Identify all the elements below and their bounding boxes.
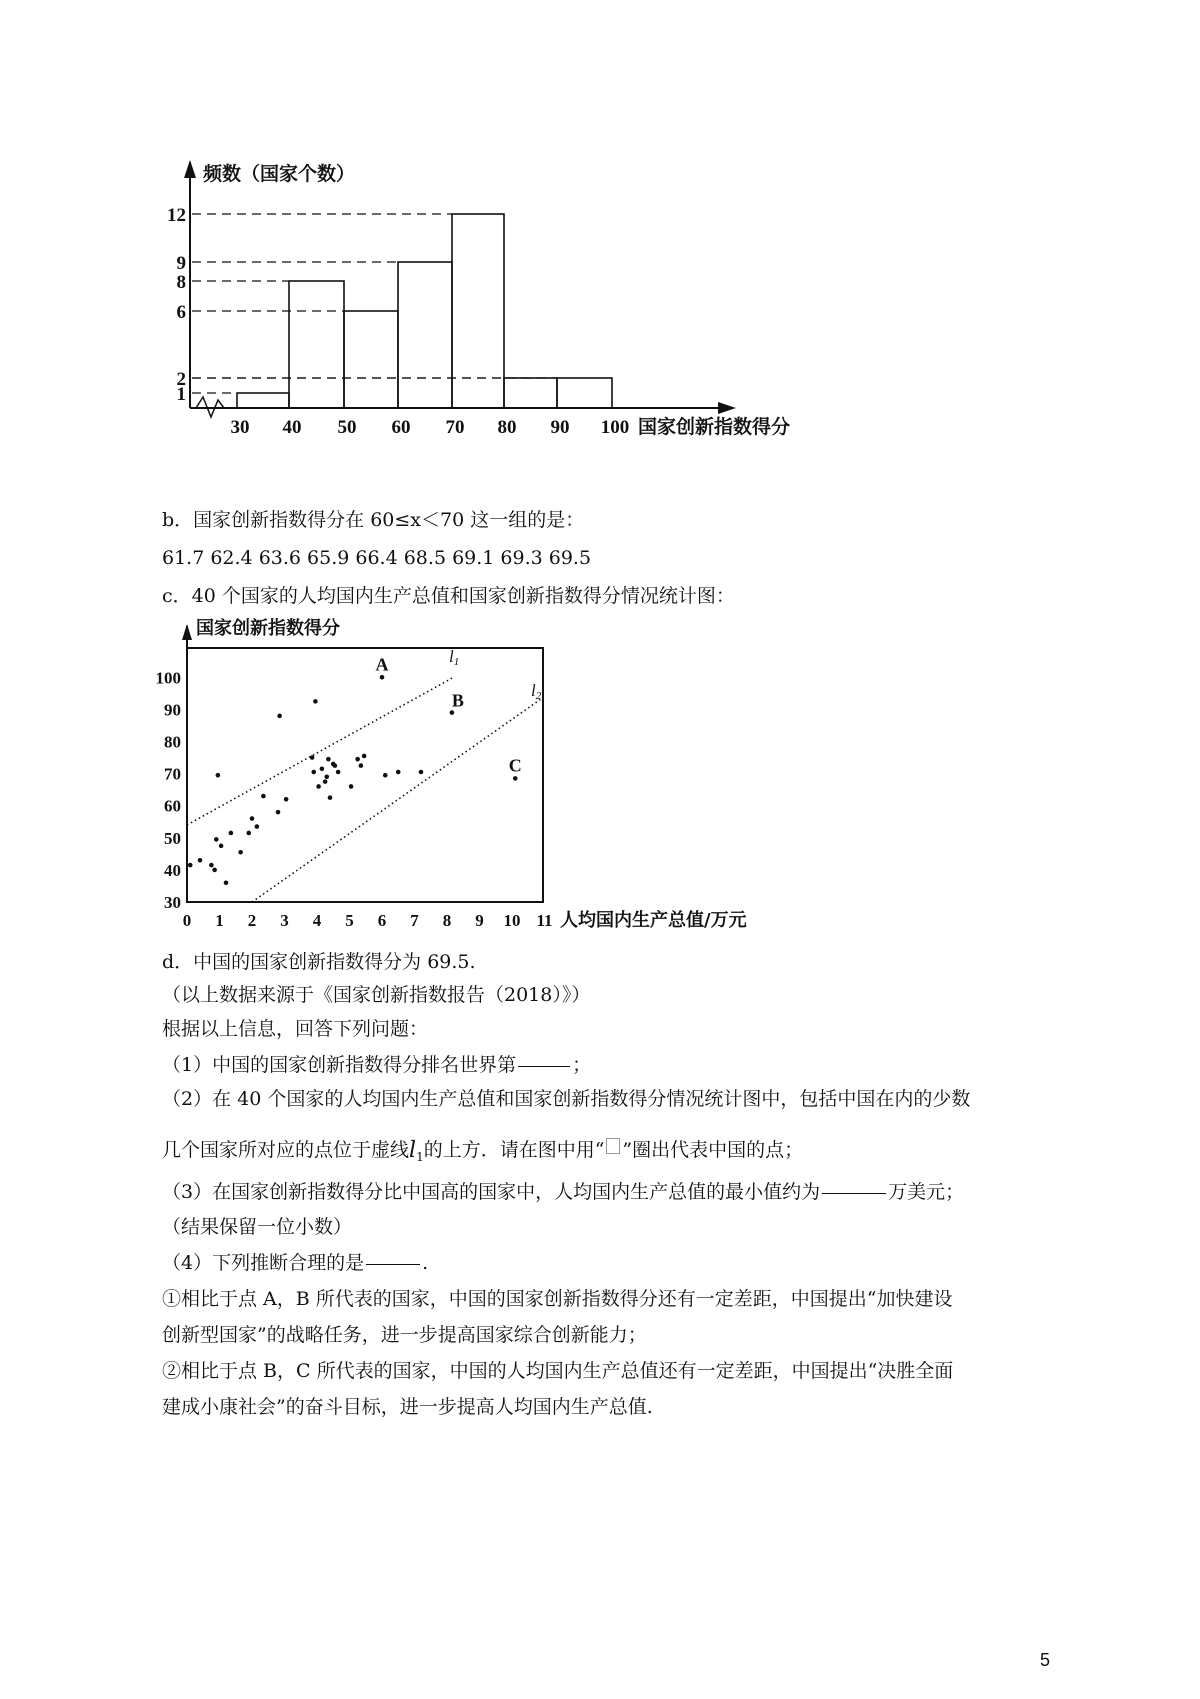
scatter-point: [383, 773, 388, 778]
page-number: 5: [1040, 1650, 1051, 1670]
scatter-point: [310, 755, 315, 760]
histogram-y-tick: 1: [176, 384, 186, 405]
question-1-text: （1）中国的国家创新指数得分排名世界第: [162, 1054, 517, 1076]
scatter-point: [255, 824, 260, 829]
question-4-text: （4）下列推断合理的是: [162, 1252, 365, 1274]
histogram-y-tick: 6: [176, 302, 186, 323]
scatter-point: [224, 880, 229, 885]
scatter-x-tick: 6: [377, 911, 387, 930]
scatter-point: [396, 770, 401, 775]
question-4: [162, 1251, 428, 1276]
histogram-x-tick: 60: [391, 417, 411, 438]
histogram-bar: [452, 214, 504, 408]
line-label-l1: l1: [449, 647, 460, 668]
scatter-point: [311, 770, 316, 775]
scatter-point: [216, 773, 221, 778]
d-line: d．中国的国家创新指数得分为 69.5.: [162, 951, 476, 973]
scatter-point: [250, 816, 255, 821]
scatter-y-tick: 40: [164, 860, 181, 880]
histogram-bar: [504, 378, 557, 408]
b-values: 61.7 62.4 63.6 65.9 66.4 68.5 69.1 69.3 69.5: [162, 547, 592, 569]
scatter-point: [276, 810, 281, 815]
question-3-text: （3）在国家创新指数得分比中国高的国家中，人均国内生产总值的最小值约为: [162, 1181, 821, 1203]
scatter-point: [238, 850, 243, 855]
scatter-point: [284, 797, 289, 802]
scatter-point: [355, 757, 360, 762]
scatter-y-arrow: [182, 624, 192, 640]
scatter-point: [349, 784, 354, 789]
histogram-y-tick: 9: [176, 253, 186, 274]
circle-symbol-box: [606, 1138, 620, 1154]
scatter-y-tick: 90: [164, 700, 181, 720]
histogram-x-tick: 80: [497, 417, 517, 438]
scatter-point: [419, 770, 424, 775]
scatter-x-tick: 10: [503, 911, 521, 930]
scatter-x-tick: 7: [410, 911, 419, 930]
question-4-end: .: [422, 1252, 429, 1274]
scatter-point: [188, 863, 193, 868]
scatter-frame: [187, 648, 543, 902]
scatter-point: [198, 858, 203, 863]
histogram-bar: [289, 281, 344, 408]
option-2-line-1: ②相比于点 B，C 所代表的国家，中国的人均国内生产总值还有一定差距，中国提出“决胜全面: [162, 1360, 954, 1382]
histogram-x-tick: 30: [230, 417, 250, 438]
question-2-line-1: （2）在 40 个国家的人均国内生产总值和国家创新指数得分情况统计图中，包括中国在内的少数: [162, 1088, 971, 1110]
scatter-y-tick: 50: [164, 828, 181, 848]
point-label-b: B: [451, 690, 464, 711]
question-3-end: 万美元；: [888, 1181, 965, 1203]
scatter-point: [333, 763, 338, 768]
scatter-point: [261, 794, 266, 799]
scatter-x-tick: 2: [247, 911, 257, 930]
histogram-x-tick: 70: [445, 417, 465, 438]
question-3-line-2: （结果保留一位小数）: [162, 1216, 353, 1238]
point-label-a: A: [375, 654, 389, 675]
histogram-y-tick: 2: [176, 369, 186, 390]
histogram-x-tick: 90: [550, 417, 570, 438]
scatter-point: [212, 868, 217, 873]
scatter-y-tick: 70: [164, 764, 181, 784]
histogram-bar: [344, 311, 398, 408]
option-2-line-2: 建成小康社会”的奋斗目标，进一步提高人均国内生产总值.: [162, 1396, 653, 1418]
histogram-x-arrow: [718, 402, 736, 414]
scatter-x-tick: 9: [475, 911, 484, 930]
reference-line-l1: [187, 677, 454, 825]
scatter-point: [336, 770, 341, 775]
scatter-x-tick: 3: [280, 911, 289, 930]
scatter-point: [323, 779, 328, 784]
scatter-point: [513, 776, 518, 781]
scatter-y-label: 国家创新指数得分: [196, 618, 340, 639]
question-1: [162, 1053, 591, 1078]
scatter-point: [214, 837, 219, 842]
scatter-point: [362, 754, 367, 759]
scatter-point: [320, 766, 325, 771]
scatter-y-tick: 80: [164, 732, 181, 752]
c-line: c．40 个国家的人均国内生产总值和国家创新指数得分情况统计图：: [162, 585, 735, 607]
histogram-x-tick: 100: [600, 417, 630, 438]
intro-line: 根据以上信息，回答下列问题：: [162, 1018, 429, 1040]
histogram-x-tick: 40: [282, 417, 302, 438]
scatter-x-label: 人均国内生产总值/万元: [560, 910, 747, 931]
answer-blank-4[interactable]: [366, 1264, 420, 1265]
scatter-x-tick: 5: [345, 911, 354, 930]
l1-symbol: l: [409, 1138, 417, 1163]
histogram-bar: [237, 393, 289, 408]
option-1-line-1: ①相比于点 A，B 所代表的国家，中国的国家创新指数得分还有一定差距，中国提出“加快建设: [162, 1288, 953, 1310]
scatter-point: [277, 714, 282, 719]
histogram-y-label: 频数（国家个数）: [203, 163, 356, 185]
histogram-x-label: 国家创新指数得分: [638, 416, 791, 438]
scatter-x-tick: 0: [182, 911, 192, 930]
answer-blank-1[interactable]: [518, 1066, 570, 1067]
histogram-y-tick: 8: [176, 272, 186, 293]
answer-blank-3[interactable]: [822, 1193, 886, 1194]
scatter-point: [450, 710, 455, 715]
scatter-point: [316, 784, 321, 789]
histogram-bar: [398, 262, 452, 408]
question-2-line-2: [162, 1138, 803, 1170]
histogram-x-tick: 50: [337, 417, 357, 438]
point-label-c: C: [508, 755, 522, 776]
scatter-x-tick: 8: [442, 911, 452, 930]
scatter-point: [246, 831, 251, 836]
scatter-point: [380, 675, 385, 680]
scatter-point: [229, 831, 234, 836]
scatter-y-tick: 60: [164, 796, 181, 816]
scatter-point: [326, 757, 331, 762]
question-2-text-c: ”圈出代表中国的点；: [622, 1139, 804, 1161]
question-1-end: ；: [572, 1054, 592, 1076]
scatter-point: [324, 775, 329, 780]
scatter-x-tick: 1: [215, 911, 224, 930]
b-line: b．国家创新指数得分在 60≤x＜70 这一组的是：: [162, 509, 585, 531]
scatter-chart: [0, 610, 1200, 940]
question-2-text-a: 几个国家所对应的点位于虚线: [162, 1139, 410, 1161]
scatter-point: [219, 844, 224, 849]
line-label-l2: l2: [531, 681, 542, 702]
question-3-line-1: [162, 1180, 964, 1205]
scatter-point: [328, 795, 333, 800]
scatter-y-tick: 30: [164, 893, 181, 912]
scatter-point: [209, 863, 214, 868]
reference-line-l2: [252, 697, 545, 902]
histogram-y-tick: 12: [167, 205, 186, 226]
histogram-chart: [0, 0, 1200, 470]
question-2-text-b: 的上方．请在图中用“: [423, 1139, 605, 1161]
source-line: （以上数据来源于《国家创新指数报告（2018）》）: [162, 984, 591, 1006]
option-1-line-2: 创新型国家”的战略任务，进一步提高国家综合创新能力；: [162, 1324, 647, 1346]
scatter-point: [359, 763, 364, 768]
scatter-x-tick: 4: [312, 911, 322, 930]
scatter-y-tick: 100: [155, 668, 181, 688]
l1-subscript: 1: [416, 1149, 424, 1164]
histogram-y-arrow: [184, 160, 196, 178]
scatter-x-tick: 11: [536, 911, 553, 930]
histogram-bar: [557, 378, 612, 408]
scatter-point: [313, 699, 318, 704]
